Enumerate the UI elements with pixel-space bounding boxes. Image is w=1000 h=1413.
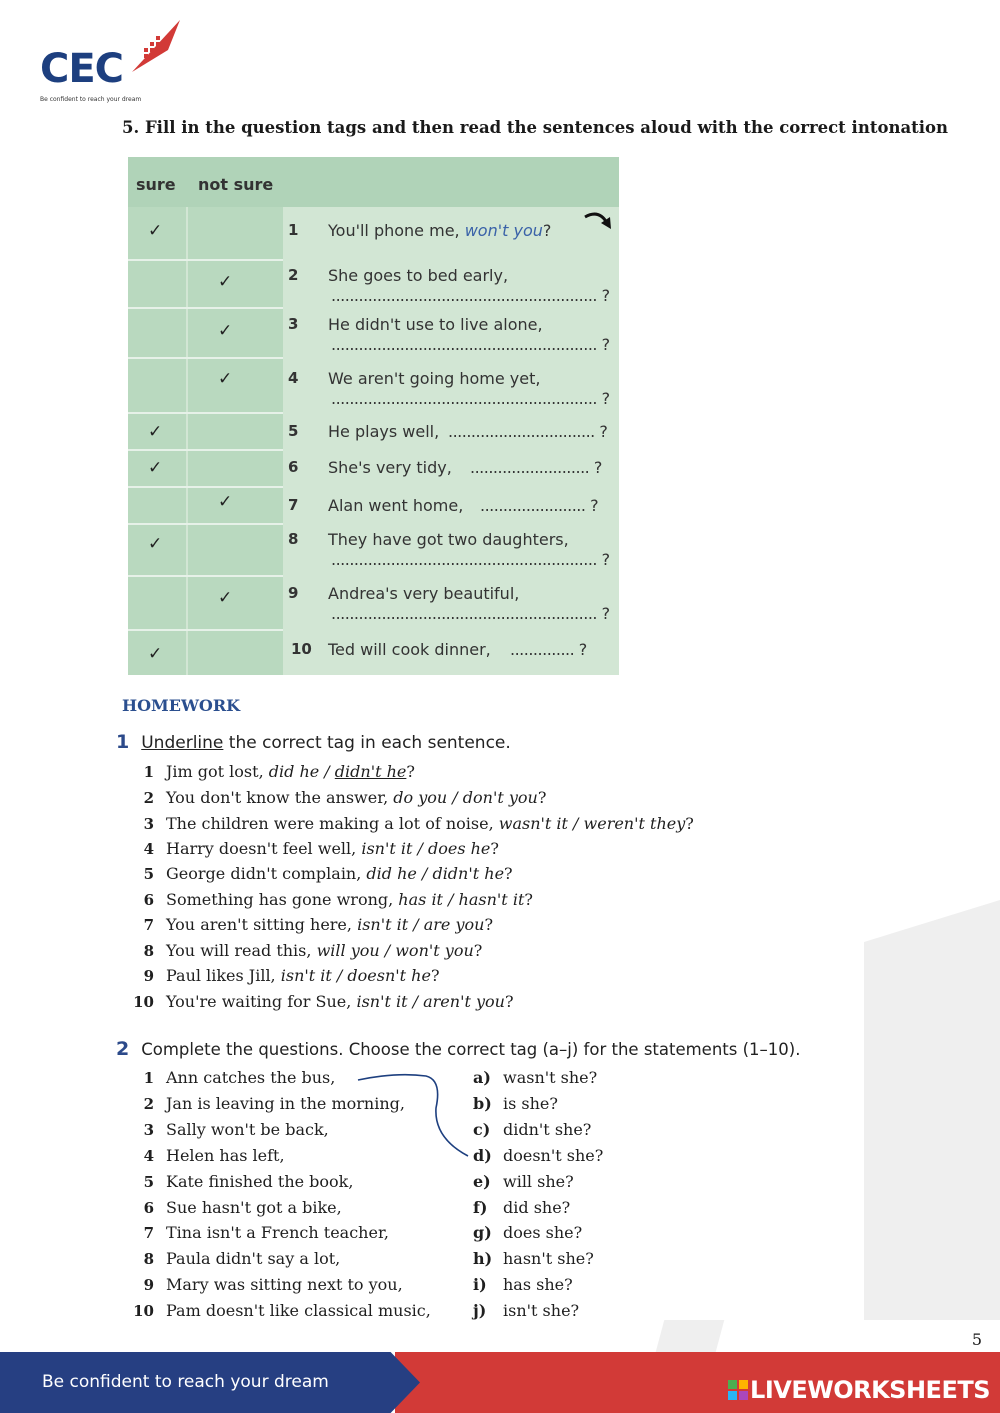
not-sure-column-bg — [188, 157, 283, 675]
exercise2-statement[interactable]: 3 Sally won't be back, — [143, 1119, 329, 1139]
tag-options[interactable]: do you / don't you — [393, 788, 538, 807]
row-divider — [128, 259, 283, 261]
liveworksheets-grid-icon — [728, 1380, 748, 1400]
question-tag-table — [128, 157, 619, 675]
item-number: 5 — [288, 422, 299, 440]
exercise2-statement[interactable]: 7 Tina isn't a French teacher, — [143, 1223, 389, 1243]
item-sentence: Ted will cook dinner, — [328, 640, 491, 659]
row-divider — [128, 449, 283, 451]
task5-title: 5. Fill in the question tags and then read the sentences aloud with the correct intonation — [122, 118, 949, 137]
item-sentence: Alan went home, — [328, 496, 464, 515]
liveworksheets-text: LIVEWORKSHEETS — [750, 1376, 990, 1404]
item-number: 3 — [288, 315, 299, 333]
item-number: 9 — [288, 584, 299, 602]
not-sure-tick: ✓ — [218, 321, 233, 341]
exercise1-item: 1 Jim got lost, did he / didn't he? — [143, 762, 415, 781]
exercise2-tag-option[interactable]: d) doesn't she? — [473, 1145, 604, 1165]
cec-logo — [40, 20, 190, 110]
exercise1-item: 7 You aren't sitting here, isn't it / are you? — [143, 915, 494, 934]
exercise1-item: 8 You will read this, will you / won't you? — [143, 941, 483, 960]
exercise2-statement[interactable]: 1 Ann catches the bus, — [143, 1068, 336, 1087]
item-number: 10 — [291, 640, 312, 658]
exercise2-tag-option[interactable]: b) is she? — [473, 1093, 558, 1113]
watermark-shape — [830, 900, 1000, 1320]
exercise1-item: 3 The children were making a lot of noise, wasn't it / weren't they? — [143, 814, 694, 833]
not-sure-tick: ✓ — [218, 369, 233, 389]
row-divider — [128, 357, 283, 359]
exercise2-tag-option[interactable]: g) does she? — [473, 1223, 583, 1243]
logo-text: CEC — [40, 46, 124, 92]
answer-blank[interactable]: .......................................................... ? — [331, 389, 610, 408]
exercise2-statement[interactable]: 10 Pam doesn't like classical music, — [133, 1301, 431, 1321]
answer-blank[interactable]: ................................ ? — [448, 422, 608, 441]
row-divider — [128, 307, 283, 309]
exercise1-instruction — [116, 731, 511, 753]
item-number: 7 — [288, 496, 299, 514]
item-sentence — [328, 221, 551, 240]
sure-tick: ✓ — [148, 534, 163, 554]
exercise2-statement[interactable]: 6 Sue hasn't got a bike, — [143, 1197, 342, 1217]
falling-intonation-arrow-icon — [583, 209, 615, 237]
exercise2-tag-option[interactable]: f) did she? — [473, 1197, 571, 1217]
answer-blank[interactable]: .......................................................... ? — [331, 286, 610, 305]
answer-blank[interactable]: .......................... ? — [470, 458, 602, 477]
answer-blank[interactable]: .............. ? — [510, 640, 587, 659]
exercise2-tag-option[interactable]: j) isn't she? — [473, 1301, 580, 1321]
not-sure-tick: ✓ — [218, 272, 233, 292]
exercise1-item: 6 Something has gone wrong, has it / hasn't it? — [143, 890, 533, 909]
header-not-sure: not sure — [198, 175, 274, 194]
question-mark: ? — [542, 221, 552, 240]
tag-options[interactable]: has it / hasn't it — [398, 890, 525, 909]
item-sentence: He plays well, — [328, 422, 440, 441]
exercise2-statement[interactable]: 9 Mary was sitting next to you, — [143, 1275, 403, 1295]
tag-options[interactable]: will you / won't you — [316, 941, 474, 960]
item-number: 6 — [288, 458, 299, 476]
item-sentence: They have got two daughters, — [328, 530, 569, 549]
exercise2-number: 2 — [116, 1038, 130, 1060]
item-number: 4 — [288, 369, 299, 387]
header-sure: sure — [136, 175, 176, 194]
row-divider — [128, 629, 283, 631]
sure-tick: ✓ — [148, 644, 163, 664]
tag-options[interactable]: isn't it / doesn't he — [280, 966, 431, 985]
tag-options[interactable]: wasn't it / weren't they — [498, 814, 686, 833]
item-number: 2 — [288, 266, 299, 284]
exercise2-tag-option[interactable]: c) didn't she? — [473, 1119, 592, 1139]
item-text: You'll phone me, — [328, 221, 460, 240]
row-divider — [128, 523, 283, 525]
item-number: 1 — [288, 221, 299, 239]
page-number: 5 — [971, 1330, 982, 1349]
exercise1-number: 1 — [116, 731, 130, 753]
exercise2-statement[interactable]: 5 Kate finished the book, — [143, 1171, 354, 1191]
exercise1-item: 9 Paul likes Jill, isn't it / doesn't he? — [143, 966, 440, 985]
watermark-shape-small — [656, 1320, 725, 1352]
item-sentence: She goes to bed early, — [328, 266, 509, 285]
tag-options[interactable]: isn't it / aren't you — [356, 992, 505, 1011]
logo-tagline: Be confident to reach your dream — [40, 96, 142, 103]
item-sentence: She's very tidy, — [328, 458, 452, 477]
logo-swoosh-icon — [128, 20, 188, 80]
exercise1-item: 2 You don't know the answer, do you / don't you? — [143, 788, 547, 807]
row-divider — [128, 575, 283, 577]
row-divider — [128, 486, 283, 488]
answer-blank[interactable]: .......................................................... ? — [331, 335, 610, 354]
answer-blank[interactable]: .......................................................... ? — [331, 604, 610, 623]
instruction-underline-word: Underline — [141, 733, 224, 753]
homework-heading: HOMEWORK — [122, 696, 241, 715]
footer-slogan: Be confident to reach your dream — [42, 1372, 329, 1392]
matching-line-example — [356, 1068, 476, 1168]
tag-options[interactable]: isn't it / are you — [357, 915, 485, 934]
tag-options[interactable]: isn't it / does he — [361, 839, 491, 858]
answer-blank[interactable]: ....................... ? — [480, 496, 599, 515]
not-sure-tick: ✓ — [218, 492, 233, 512]
exercise2-tag-option[interactable]: e) will she? — [473, 1171, 574, 1191]
example-tag: won't you — [464, 221, 543, 240]
example-underlined-answer[interactable]: didn't he — [334, 762, 407, 781]
exercise2-statement[interactable]: 2 Jan is leaving in the morning, — [143, 1093, 405, 1113]
sure-tick: ✓ — [148, 422, 163, 442]
exercise2-tag-option[interactable]: h) hasn't she? — [473, 1249, 594, 1269]
item-number: 8 — [288, 530, 299, 548]
footer-bar — [0, 1352, 1000, 1413]
sure-tick: ✓ — [148, 458, 163, 478]
exercise2-statement[interactable]: 4 Helen has left, — [143, 1145, 285, 1165]
row-divider — [128, 412, 283, 414]
exercise1-item: 5 George didn't complain, did he / didn't he? — [143, 864, 513, 883]
instruction-rest: the correct tag in each sentence. — [228, 733, 511, 753]
exercise2-tag-option[interactable]: i) has she? — [473, 1275, 573, 1295]
item-sentence: Andrea's very beautiful, — [328, 584, 520, 603]
tag-options[interactable]: did he / didn't he — [366, 864, 505, 883]
exercise1-item: 4 Harry doesn't feel well, isn't it / does he? — [143, 839, 499, 858]
liveworksheets-logo — [728, 1376, 990, 1404]
item-sentence: He didn't use to live alone, — [328, 315, 543, 334]
exercise1-item: 10 You're waiting for Sue, isn't it / aren't you? — [133, 992, 514, 1011]
instruction-text: Complete the questions. Choose the correct tag (a–j) for the statements (1–10). — [141, 1040, 801, 1059]
exercise2-statement[interactable]: 8 Paula didn't say a lot, — [143, 1249, 341, 1269]
exercise2-instruction — [116, 1038, 800, 1060]
sure-tick: ✓ — [148, 221, 163, 241]
item-sentence: We aren't going home yet, — [328, 369, 541, 388]
exercise2-tag-option[interactable]: a) wasn't she? — [473, 1068, 598, 1087]
answer-blank[interactable]: .......................................................... ? — [331, 550, 610, 569]
not-sure-tick: ✓ — [218, 588, 233, 608]
